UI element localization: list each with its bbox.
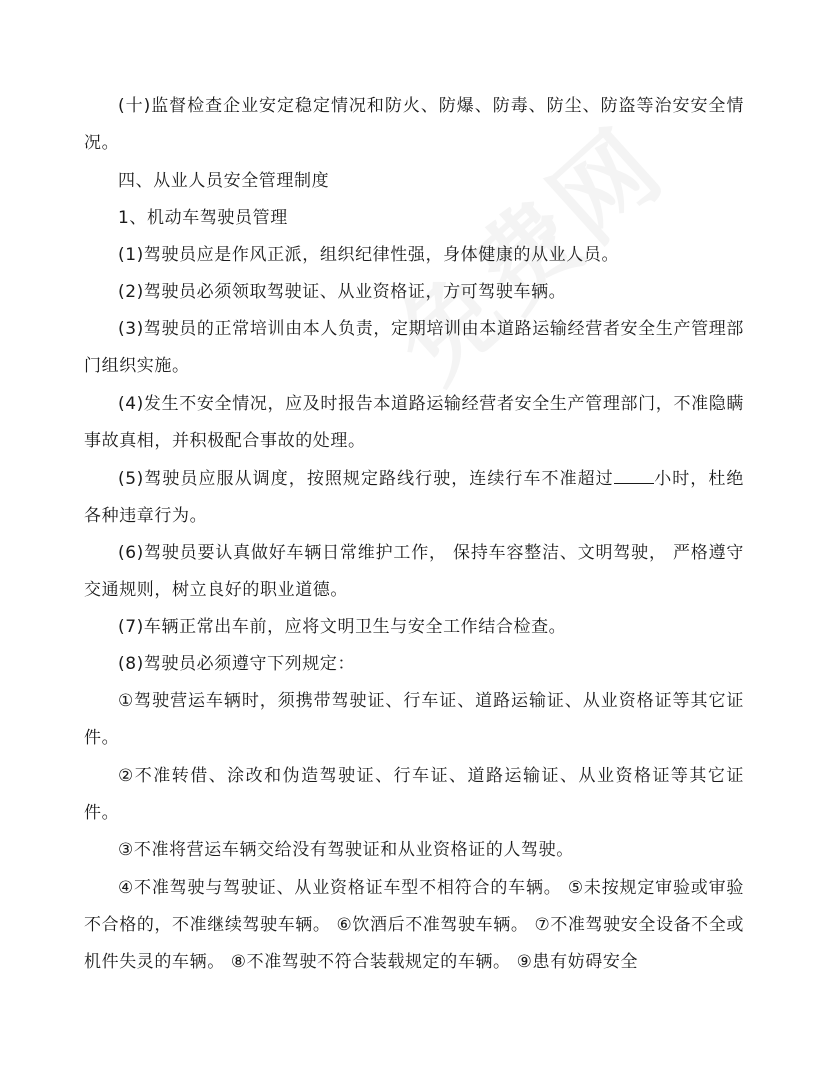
fill-in-blank <box>614 469 654 484</box>
paragraph-item-8: (8)驾驶员必须遵守下列规定： <box>118 654 356 674</box>
paragraph-item-6: (6)驾驶员要认真做好车辆日常维护工作， 保持车容整洁、文明驾驶， 严格遵守交通规则，树立良好的职业道德。 <box>84 543 744 600</box>
subsection-heading: 1、机动车驾驶员管理 <box>118 208 288 228</box>
paragraph-item-4: (4)发生不安全情况，应及时报告本道路运输经营者安全生产管理部门，不准隐瞒事故真相，并积极配合事故的处理。 <box>84 394 744 451</box>
item-5-text-before: (5)驾驶员应服从调度，按照规定路线行驶，连续行车不准超过 <box>118 469 614 489</box>
paragraph-item-5 <box>84 461 744 535</box>
item-5-text-after: 小时，杜绝各种违章行为。 <box>84 469 745 526</box>
paragraph-supervision: (十)监督检查企业安定稳定情况和防火、防爆、防毒、防尘、防盗等治安安全情况。 <box>84 96 744 153</box>
section-heading: 四、从业人员安全管理制度 <box>118 171 330 191</box>
rule-1: ①驾驶营运车辆时，须携带驾驶证、行车证、道路运输证、从业资格证等其它证件。 <box>84 691 744 748</box>
rule-2: ②不准转借、涂改和伪造驾驶证、行车证、道路运输证、从业资格证等其它证件。 <box>84 766 744 823</box>
rules-4-to-9: ④不准驾驶与驾驶证、从业资格证车型不相符合的车辆。 ⑤未按规定审验或审验不合格的，不准继续驾驶车辆。 ⑥饮酒后不准驾驶车辆。 ⑦不准驾驶安全设备不全或机件失灵的车辆。 ⑧不准驾驶不符合装载规定的车辆。 ⑨患有妨碍安全 <box>84 878 744 972</box>
paragraph-item-2: (2)驾驶员必须领取驾驶证、从业资格证，方可驾驶车辆。 <box>118 282 567 302</box>
rule-3: ③不准将营运车辆交给没有驾驶证和从业资格证的人驾驶。 <box>118 840 574 860</box>
paragraph-item-3: (3)驾驶员的正常培训由本人负责，定期培训由本道路运输经营者安全生产管理部门组织实施。 <box>84 319 744 376</box>
paragraph-item-1: (1)驾驶员应是作风正派，组织纪律性强，身体健康的从业人员。 <box>118 245 620 265</box>
paragraph-item-7: (7)车辆正常出车前，应将文明卫生与安全工作结合检查。 <box>118 617 567 637</box>
